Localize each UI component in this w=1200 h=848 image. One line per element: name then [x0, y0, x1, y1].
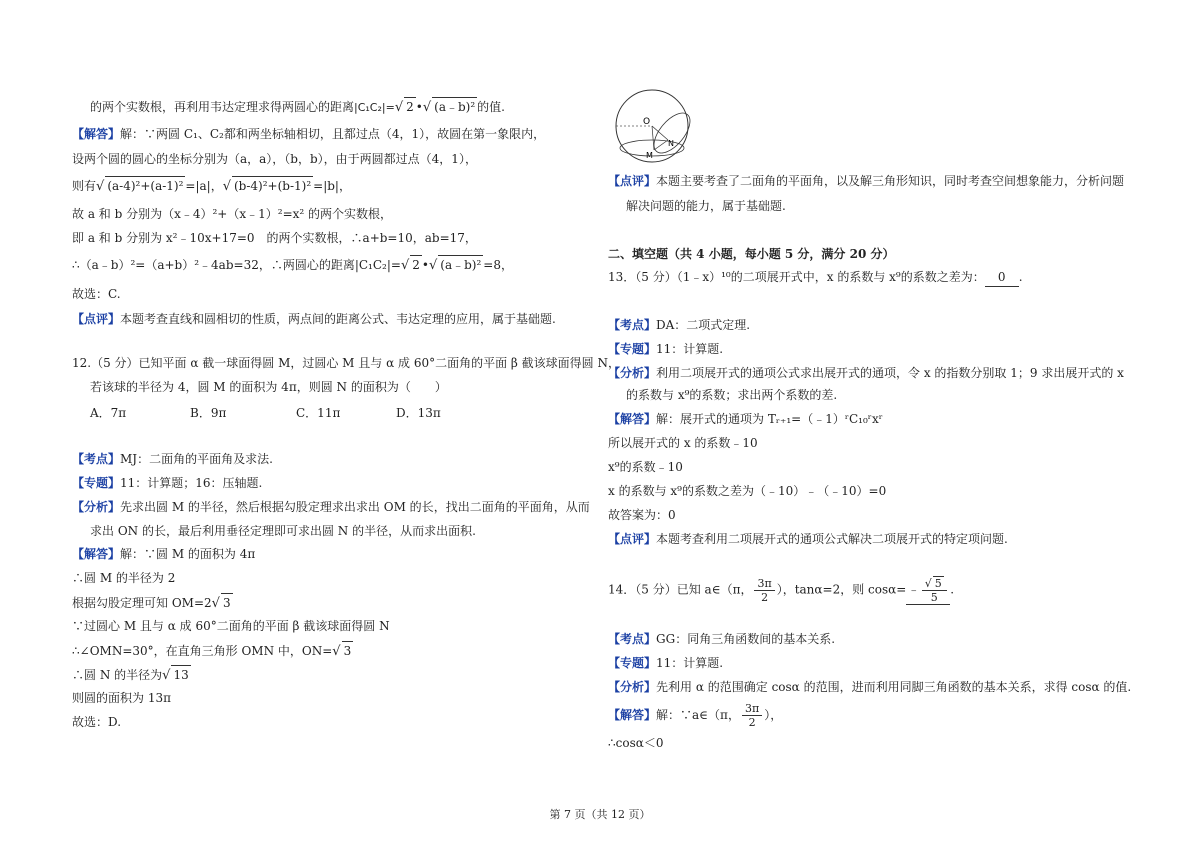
text: ∴∠OMN=30°，在直角三角形 OMN 中，ON=: [72, 644, 333, 658]
text-line: 所以展开式的 x 的系数﹣10: [608, 436, 758, 450]
text: DA：二项式定理.: [656, 318, 751, 332]
denominator: 2: [761, 590, 769, 604]
jieda-line: [72, 545, 255, 563]
radicand: 5: [934, 577, 942, 590]
zhuanti-line: [608, 654, 723, 672]
text: 则有: [72, 179, 97, 193]
radicand: (a﹣b)²: [432, 97, 477, 116]
fenxi-line: [72, 498, 590, 516]
section-heading: 二、填空题（共 4 小题，每小题 5 分，满分 20 分）: [608, 247, 895, 261]
radicand: 3: [221, 593, 233, 612]
radical: √: [332, 644, 341, 659]
text: 利用二项展开式的通项公式求出展开式的通项，令 x 的指数分别取 1；9 求出展开式的 x: [656, 366, 1124, 380]
text: 解：展开式的通项为 Tᵣ₊₁=（﹣1）ʳC₁₀ʳxʳ: [656, 412, 883, 426]
denominator: 5: [930, 591, 938, 604]
comment-line: [608, 172, 1124, 190]
text: .: [950, 582, 955, 597]
jieda-line: [608, 410, 883, 428]
option-b: B．9π: [190, 406, 227, 420]
denominator: 2: [748, 716, 756, 729]
numerator: 3π: [742, 702, 762, 716]
text: 先求出圆 M 的半径，然后根据勾股定理求出求出 OM 的长，找出二面角的平面角，从而: [120, 500, 590, 514]
text: 的值.: [477, 100, 505, 114]
text: 先利用 α 的范围确定 cosα 的范围，进而利用同脚三角函数的基本关系，求得 cosα 的值.: [656, 680, 1132, 694]
zhuanti-line: [608, 340, 723, 358]
text: ），tanα=2，则 cosα=: [776, 582, 907, 597]
radicand: 13: [171, 665, 190, 684]
text: 解：∵a∈（π，: [656, 708, 740, 722]
text: 11：计算题；16：压轴题.: [120, 476, 263, 490]
text: •: [415, 100, 423, 114]
text-line: [90, 97, 505, 117]
section-tag: 【解答】: [72, 127, 121, 141]
minus-sign: ﹣: [907, 582, 920, 597]
text: 解：∵圆 M 的面积为 4π: [120, 547, 256, 561]
section-tag: 【分析】: [72, 500, 121, 514]
text-line: 则圆的面积为 13π: [72, 691, 171, 705]
section-tag: 【点评】: [608, 174, 657, 188]
section-tag: 【解答】: [608, 708, 657, 722]
section-tag: 【考点】: [72, 452, 121, 466]
text-line: ∴圆 M 的半径为 2: [72, 571, 176, 585]
label-n: N: [668, 139, 674, 148]
text: GG：同角三角函数间的基本关系.: [656, 632, 836, 646]
kaodian-line: [608, 316, 750, 334]
numerator: 3π: [754, 577, 774, 591]
option-a: A．7π: [90, 406, 127, 420]
text-line: x 的系数与 x⁹的系数之差为（﹣10）﹣（﹣10）=0: [608, 484, 887, 498]
fraction: [754, 577, 774, 604]
text-line: x⁹的系数﹣10: [608, 460, 683, 474]
answer-blank: [906, 576, 950, 605]
section-tag: 【专题】: [608, 342, 657, 356]
text-line: 的系数与 x⁹的系数；求出两个系数的差.: [626, 388, 838, 402]
question-12: 12.（5 分）已知平面 α 截一球面得圆 M，过圆心 M 且与 α 成 60°二面角的平面 β 截该球面得圆 N，: [72, 356, 620, 370]
question-14: [608, 576, 954, 605]
radicand: (b-4)²+(b-1)²: [232, 176, 313, 195]
section-tag: 【分析】: [608, 680, 657, 694]
text: •: [421, 258, 429, 272]
text: =|b|，: [313, 179, 351, 193]
option-d: D．13π: [396, 406, 441, 420]
text-line: [72, 255, 513, 275]
radical: √: [96, 179, 105, 194]
radicand: 3: [342, 641, 354, 660]
section-tag: 【专题】: [72, 476, 121, 490]
zhuanti-line: [72, 474, 262, 492]
radical: √: [211, 596, 220, 611]
radical: √: [394, 100, 404, 115]
text-line: [72, 665, 191, 685]
section-tag: 【解答】: [608, 412, 657, 426]
radical: √: [222, 179, 231, 194]
text-line: 解决问题的能力，属于基础题.: [626, 199, 786, 213]
section-tag: 【考点】: [608, 632, 657, 646]
radicand: (a﹣b)²: [438, 255, 483, 274]
answer-line: [72, 125, 545, 143]
text: 本题考查直线和圆相切的性质，两点间的距离公式、韦达定理的应用，属于基础题.: [120, 312, 556, 326]
text-line: ∴cosα＜0: [608, 736, 664, 750]
text: ∴（a﹣b）²=（a+b）²﹣4ab=32，∴两圆心的距离|C₁C₂|=: [72, 258, 401, 272]
kaodian-line: [608, 630, 835, 648]
option-c: C．11π: [296, 406, 341, 420]
question-12-cont: 若该球的半径为 4，圆 M 的面积为 4π，则圆 N 的面积为（ ）: [90, 380, 447, 394]
text: 解：∵两圆 C₁、C₂都和两坐标轴相切，且都过点（4，1），故圆在第一象限内，: [120, 127, 546, 141]
text: =|a|，: [185, 179, 223, 193]
radical: √: [162, 668, 171, 683]
section-tag: 【分析】: [608, 366, 657, 380]
text: 本题主要考查了二面角的平面角，以及解三角形知识，同时考查空间想象能力，分析问题: [656, 174, 1125, 188]
text-line: 故选：C.: [72, 287, 121, 301]
section-tag: 【点评】: [72, 312, 121, 326]
radicand: (a-4)²+(a-1)²: [105, 176, 185, 195]
page-footer: 第 7 页（共 12 页）: [549, 808, 651, 821]
fenxi-line: [608, 364, 1124, 382]
text-line: 故选：D.: [72, 715, 122, 729]
radical: √: [422, 100, 432, 115]
label-o: O: [643, 117, 651, 127]
text: |C₁C₂|=: [354, 101, 395, 114]
text-line: ∵过圆心 M 且与 α 成 60°二面角的平面 β 截该球面得圆 N: [72, 619, 390, 633]
kaodian-line: [72, 450, 273, 468]
sphere-figure: [610, 88, 700, 168]
text-line: 故答案为：0: [608, 508, 676, 522]
text: MJ：二面角的平面角及求法.: [120, 452, 273, 466]
text: =8，: [483, 258, 513, 272]
section-tag: 【专题】: [608, 656, 657, 670]
text: ∴圆 N 的半径为: [72, 668, 163, 682]
text-line: 即 a 和 b 分别为 x²﹣10x+17=0 的两个实数根，∴a+b=10，ab=17，: [72, 231, 477, 245]
label-m: M: [646, 151, 653, 160]
radical: √: [428, 258, 438, 273]
text-line: 故 a 和 b 分别为（x﹣4）²+（x﹣1）²=x² 的两个实数根，: [72, 207, 393, 221]
fenxi-line: [608, 678, 1131, 696]
text: 11：计算题.: [656, 342, 724, 356]
radical: √: [400, 258, 410, 273]
text: ），: [764, 708, 783, 722]
section-tag: 【点评】: [608, 532, 657, 546]
text: 11：计算题.: [656, 656, 724, 670]
text-line: 设两个圆的圆心的坐标分别为（a，a），（b，b），由于两圆都过点（4，1），: [72, 152, 477, 166]
section-tag: 【考点】: [608, 318, 657, 332]
text-line: [72, 641, 353, 661]
radicand: 2: [410, 255, 422, 274]
text: 本题考查利用二项展开式的通项公式解决二项展开式的特定项问题.: [656, 532, 1008, 546]
text: 13．（5 分）（1﹣x）¹⁰的二项展开式中，x 的系数与 x⁹的系数之差为：: [608, 270, 985, 284]
fraction: [742, 702, 762, 729]
answer-blank: 0: [985, 268, 1019, 287]
text-line: [72, 593, 233, 613]
text-line: 求出 ON 的长，最后利用垂径定理即可求出圆 N 的半径，从而求出面积.: [90, 524, 476, 538]
text: 根据勾股定理可知 OM=2: [72, 596, 212, 610]
radicand: 2: [404, 97, 416, 116]
numerator: √ 5: [922, 576, 947, 591]
question-13: [608, 268, 1023, 287]
text-line: [72, 176, 351, 196]
text: .: [1018, 270, 1023, 284]
comment-line: [72, 310, 556, 328]
fraction: [922, 576, 947, 604]
jieda-line: [608, 702, 782, 729]
comment-line: [608, 530, 1008, 548]
text: 的两个实数根，再利用韦达定理求得两圆心的距离: [90, 100, 355, 114]
section-tag: 【解答】: [72, 547, 121, 561]
text: 14．（5 分）已知 a∈（π，: [608, 582, 753, 597]
